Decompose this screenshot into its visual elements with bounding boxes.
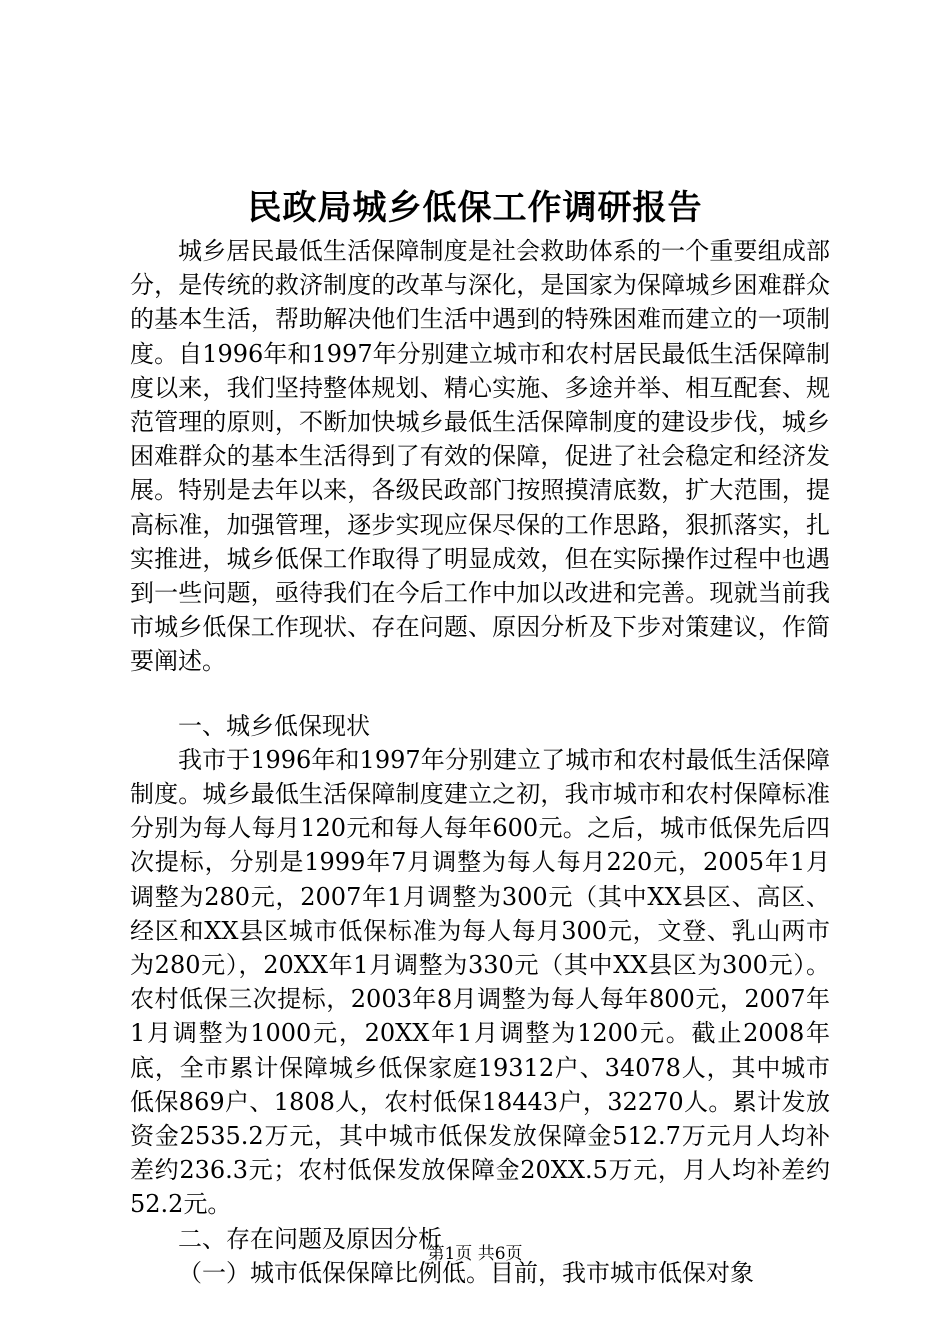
page-footer: 第1页 共6页 xyxy=(427,1244,523,1264)
section2-heading: 二、存在问题及原因分析 xyxy=(178,1224,442,1253)
intro-paragraph: 城乡居民最低生活保障制度是社会救助体系的一个重要组成部分，是传统的救济制度的改革与深化，是国家为保障城乡困难群众的基本生活，帮助解决他们生活中遇到的特殊困难而建立的一项制度。自1996年和1997年分别建立城市和农村居民最低生活保障制度以来，我们坚持整体规划、精心实施、多途并举、相互配套、规范管理的原则，不断加快城乡最低生活保障制度的建设步伐，城乡困难群众的基本生活得到了有效的保障，促进了社会稳定和经济发展。特别是去年以来，各级民政部门按照摸清底数，扩大范围，提高标准，加强管理，逐步实现应保尽保的工作思路，狠抓落实，扎实推进，城乡低保工作取得了明显成效，但在实际操作过程中也遇到一些问题，亟待我们在今后工作中加以改进和完善。现就当前我市城乡低保工作现状、存在问题、原因分析及下步对策建议，作简要阐述。 xyxy=(130,237,830,676)
section1-paragraph: 我市于1996年和1997年分别建立了城市和农村最低生活保障制度。城乡最低生活保障制度建立之初，我市城市和农村保障标准分别为每人每月120元和每人每年600元。之后，城市低保先后四次提标，分别是1999年7月调整为每人每月220元，2005年1月调整为280元，2007年1月调整为300元（其中XX县区、高区、经区和XX县区城市低保标准为每人每月300元，文登、乳山两市为280元），20XX年1月调整为330元（其中XX县区为300元）。农村低保三次提标，2003年8月调整为每人每年800元，2007年1月调整为1000元，20XX年1月调整为1200元。截止2008年底，全市累计保障城乡低保家庭19312户、34078人，其中城市低保869户、1808人，农村低保18443户，32270人。累计发放资金2535.2万元，其中城市低保发放保障金512.7万元月人均补差约236.3元；农村低保发放保障金20XX.5万元，月人均补差约52.2元。 xyxy=(130,745,830,1219)
document-body xyxy=(130,234,830,1290)
section1-heading: 一、城乡低保现状 xyxy=(178,711,370,740)
document-title: 民政局城乡低保工作调研报告 xyxy=(247,188,703,228)
paragraph-gap xyxy=(130,679,830,709)
section2-item1: （一）城市低保保障比例低。目前，我市城市低保对象 xyxy=(178,1258,754,1287)
